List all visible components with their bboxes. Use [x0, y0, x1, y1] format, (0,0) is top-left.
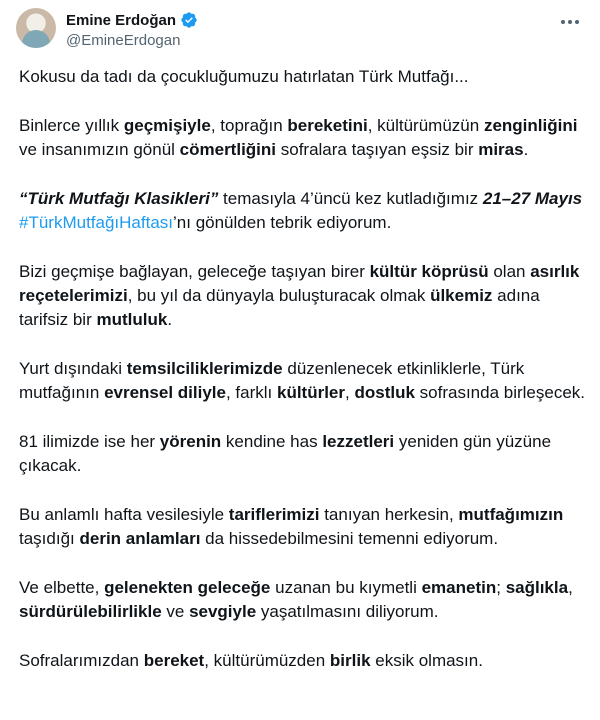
bold-text: emanetin [421, 578, 497, 597]
post-paragraph-7 [19, 503, 585, 551]
text: , bu yıl da dünyayla buluşturacak olmak [127, 286, 431, 305]
avatar-figure [22, 30, 50, 48]
text: adına tarifsiz bir [19, 286, 540, 329]
text: ; [496, 578, 506, 597]
text: Bu anlamlı hafta vesilesiyle [19, 505, 229, 524]
text: olan [488, 262, 531, 281]
text: , kültürümüzün [367, 116, 484, 135]
text: , farklı [225, 383, 277, 402]
bold-text: evrensel diliyle [104, 383, 226, 402]
text: . [167, 310, 173, 329]
text: . [523, 140, 529, 159]
text: , [345, 383, 355, 402]
bold-text: dostluk [354, 383, 415, 402]
bold-text: temsilciliklerimizde [126, 359, 283, 378]
text: ve insanımızın gönül [19, 140, 180, 159]
text: yaşatılmasını diliyorum. [256, 602, 439, 621]
text: ’nı gönülden tebrik ediyorum. [173, 213, 392, 232]
bold-text: derin anlamları [79, 529, 201, 548]
author-handle[interactable]: @EmineErdogan [66, 32, 181, 49]
post-text [19, 60, 585, 698]
avatar[interactable] [16, 8, 56, 48]
text: sofrasında birleşecek. [414, 383, 586, 402]
text: düzenlenecek etkinliklerle, Türk mutfağının [19, 359, 525, 402]
text: , toprağın [210, 116, 288, 135]
bold-text: geçmişiyle [123, 116, 211, 135]
text: temasıyla 4’üncü kez kutladığımız [218, 189, 483, 208]
bold-text: sağlıkla [505, 578, 569, 597]
bold-text: bereketini [287, 116, 368, 135]
text: eksik olmasın. [370, 651, 483, 670]
text: taşıdığı [19, 529, 80, 548]
bold-text: miras [478, 140, 524, 159]
post-paragraph-8 [19, 576, 585, 624]
bold-text: ülkemiz [430, 286, 493, 305]
bold-text: lezzetleri [322, 432, 395, 451]
bold-text: sürdürülebilirlikle [19, 602, 162, 621]
text: Ve elbette, [19, 578, 105, 597]
italic-bold-text: 21–27 Mayıs [482, 189, 583, 208]
bold-text: kültürler [276, 383, 346, 402]
text: yeniden gün yüzüne çıkacak. [19, 432, 552, 475]
post-paragraph-9 [19, 649, 585, 673]
text: , kültürümüzden [204, 651, 330, 670]
bold-text: mutfağımızın [458, 505, 564, 524]
text: Bizi geçmişe bağlayan, geleceğe taşıyan birer [19, 262, 370, 281]
text: Yurt dışındaki [19, 359, 127, 378]
author-name-row [66, 10, 198, 30]
bold-text: birlik [329, 651, 371, 670]
text: Sofralarımızdan [19, 651, 144, 670]
bold-text: bereket [143, 651, 205, 670]
text: Kokusu da tadı da çocukluğumuzu hatırlatan Türk Mutfağı... [19, 67, 469, 86]
hashtag-link[interactable]: #TürkMutfağıHaftası [19, 213, 174, 232]
post-header [0, 0, 600, 66]
text: kendine has [221, 432, 323, 451]
author-display-name[interactable]: Emine Erdoğan [66, 11, 177, 29]
post-paragraph-3 [19, 187, 585, 235]
bold-text: mutluluk [96, 310, 168, 329]
post-paragraph-4 [19, 260, 585, 332]
text: 81 ilimizde ise her [19, 432, 160, 451]
post-paragraph-1 [19, 65, 585, 89]
bold-text: asırlık reçetelerimizi [19, 262, 580, 305]
bold-text: yörenin [159, 432, 222, 451]
italic-bold-text: “Türk Mutfağı Klasikleri” [19, 189, 219, 208]
text: Binlerce yıllık [19, 116, 124, 135]
post-paragraph-6 [19, 430, 585, 478]
bold-text: kültür köprüsü [369, 262, 489, 281]
text: sofralara taşıyan eşsiz bir [276, 140, 479, 159]
bold-text: zenginliğini [483, 116, 578, 135]
text: ve [161, 602, 190, 621]
text: da hissedebilmesini temenni ediyorum. [200, 529, 499, 548]
text: , [568, 578, 573, 597]
post-paragraph-5 [19, 357, 585, 405]
bold-text: sevgiyle [189, 602, 257, 621]
bold-text: gelenekten geleceğe [104, 578, 271, 597]
more-dot [568, 20, 572, 24]
bold-text: cömertliğini [179, 140, 277, 159]
more-options-icon[interactable] [558, 12, 582, 32]
text: uzanan bu kıymetli [270, 578, 422, 597]
text: tanıyan herkesin, [319, 505, 459, 524]
bold-text: tariflerimizi [228, 505, 320, 524]
more-dot [575, 20, 579, 24]
post-paragraph-2 [19, 114, 585, 162]
more-dot [561, 20, 565, 24]
verified-badge-icon [180, 11, 198, 29]
